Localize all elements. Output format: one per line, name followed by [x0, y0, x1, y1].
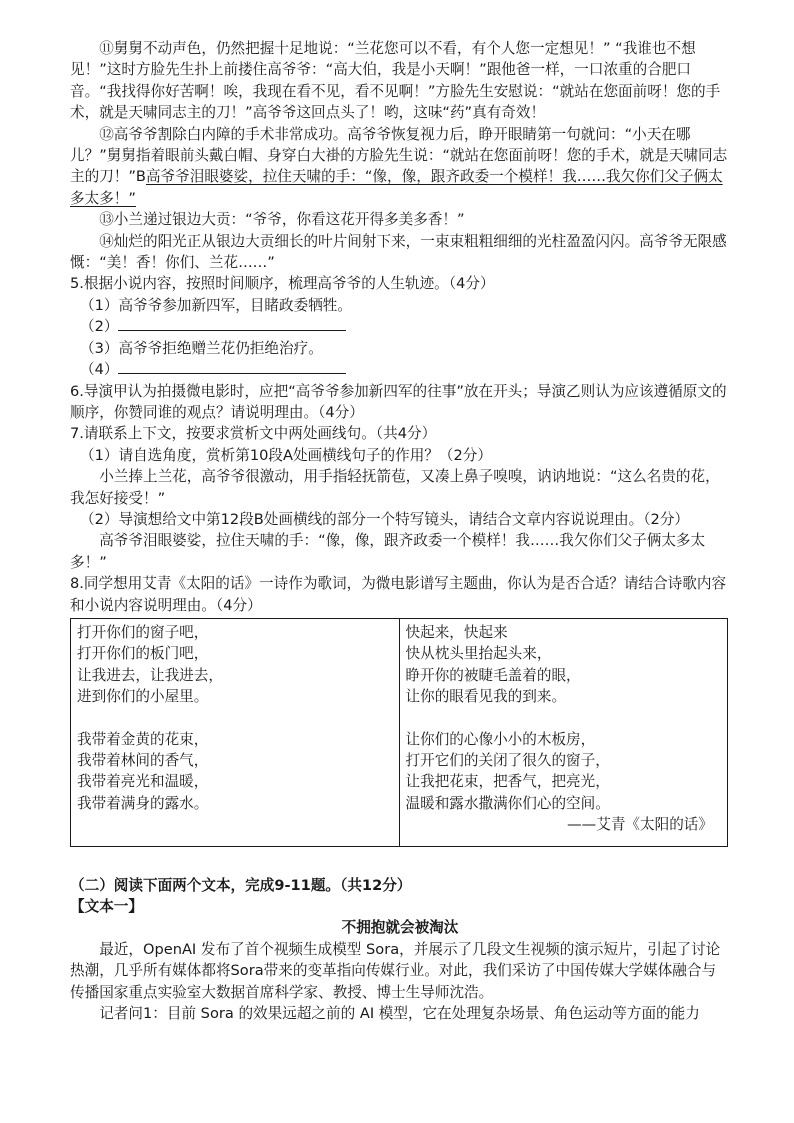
answer-blank-2[interactable] — [118, 316, 346, 331]
question-5-item-2 — [80, 316, 730, 337]
article-paragraph-1: 最近，OpenAI 发布了首个视频生成模型 Sora，并展示了几段文生视频的演示短片，引起了讨论热潮，几乎所有媒体都将Sora带来的变革指向传媒行业。对此，我们采访了中国传媒大学媒体融合与传播国家重点实验室大数据首席科学家、教授、博士生导师沈浩。 — [70, 940, 721, 1001]
poem-line: 进到你们的小屋里。 — [77, 688, 209, 706]
question-6: 6.导演甲认为拍摄微电影时，应把“高爷爷参加新四军的往事”放在开头；导演乙则认为应该遵循原文的顺序，你赞同谁的观点？请说明理由。（4分） — [70, 382, 727, 421]
poem-line: 让你们的心像小小的木板房， — [405, 730, 596, 748]
poem-line: 快从枕头里抬起头来， — [405, 645, 552, 663]
article-paragraph-2: 记者问1：目前 Sora 的效果远超之前的 AI 模型，它在处理复杂场景、角色运动等方面的能力 — [99, 1005, 700, 1023]
question-5-item-4 — [80, 359, 730, 380]
poem-line: 我带着满身的露水。 — [77, 794, 209, 812]
text-one-label: 【文本一】 — [70, 898, 143, 916]
poem-table — [70, 618, 728, 847]
question-7-part-1: （1）请自选角度，赏析第10段A处画横线句子的作用？（2分） — [80, 446, 492, 464]
page-content — [70, 38, 730, 1024]
story-paragraph-14: ⑭灿烂的阳光正从银边大贡细长的叶片间射下来，一束束粗粗细细的光柱盈盈闪闪。高爷爷无限感慨：“美！香！你们、兰花……” — [70, 232, 727, 272]
question-5-item-3: （3）高爷爷拒绝赠兰花仍拒绝治疗。 — [80, 339, 323, 357]
section-2-heading: （二）阅读下面两个文本，完成9-11题。（共12分） — [70, 876, 412, 894]
question-7-quote-a: 小兰捧上兰花，高爷爷很激动，用手指轻抚箭苞，又凑上鼻子嗅嗅，讷讷地说：“这么名贵的花，我怎好接受！” — [70, 468, 720, 507]
poem-line: 我带着亮光和温暖， — [77, 773, 209, 791]
poem-line: 让我把花束，把香气，把亮光， — [405, 773, 610, 791]
story-paragraph-11: ⑪舅舅不动声色，仍然把握十足地说：“兰花您可以不看，有个人您一定想见！” “我谁也不想见！”这时方脸先生扑上前搂住高爷爷：“高大伯，我是小天啊！”跟他爸一样，一口浓重的合肥口音。“我找得你好苦啊！唉，我现在看不见，看不见啊！”方脸先生安慰说：“就站在您面前呀！您的手术，就是天啸同志主的刀！”高爷爷这回点头了！哟，这味“药”真有奇效！ — [70, 40, 721, 122]
question-7-quote-b: 高爷爷泪眼婆娑，拉住天啸的手：“像，像，跟齐政委一个模样！我……我欠你们父子俩太多太多！” — [70, 532, 706, 571]
poem-right-column — [399, 618, 728, 846]
poem-line: 我带着林间的香气， — [77, 752, 209, 769]
poem-line: 睁开你的被睫毛盖着的眼， — [405, 666, 581, 684]
poem-line: 我带着金黄的花束， — [77, 730, 209, 748]
question-5-item-1: （1）高爷爷参加新四军，目睹政委牺牲。 — [80, 296, 352, 314]
poem-line: 温暖和露水撒满你们心的空间。 — [405, 794, 610, 812]
poem-left-column — [71, 618, 400, 846]
stanza-gap — [406, 708, 722, 729]
story-paragraph-12 — [70, 124, 730, 210]
stanza-gap — [77, 708, 393, 729]
item-4-label: （4） — [80, 361, 119, 379]
section-gap — [70, 847, 730, 875]
story-paragraph-13: ⑬小兰递过银边大贡：“爷爷，你看这花开得多美多香！” — [99, 211, 465, 229]
underlined-sentence-b: 高爷爷泪眼婆娑，拉住天啸的手：“像，像，跟齐政委一个模样！我……我欠你们父子俩太多太多！” — [70, 168, 723, 207]
poem-signature: ——艾青《太阳的话》 — [567, 816, 713, 834]
question-8: 8.同学想用艾青《太阳的话》一诗作为歌词，为微电影谱写主题曲，你认为是否合适？请结合诗歌内容和小说内容说明理由。（4分） — [70, 575, 727, 614]
poem-line: 让我进去，让我进去， — [77, 666, 223, 684]
poem-line: 打开你们的窗子吧， — [77, 623, 209, 641]
poem-line: 打开你们的板门吧， — [77, 645, 209, 663]
poem-line: 让你的眼看见我的到来。 — [405, 688, 567, 706]
question-5: 5.根据小说内容，按照时间顺序，梳理高爷爷的人生轨迹。（4分） — [70, 275, 495, 293]
question-7: 7.请联系上下文，按要求赏析文中两处画线句。（共4分） — [70, 425, 437, 443]
item-2-label: （2） — [80, 318, 119, 336]
article-title: 不拥抱就会被淘汰 — [341, 919, 459, 937]
question-7-part-2: （2）导演想给文中第12段B处画横线的部分一个特写镜头，请结合文章内容说说理由。（2分） — [80, 510, 690, 528]
poem-line: 快起来，快起来 — [405, 623, 508, 641]
answer-blank-4[interactable] — [118, 359, 346, 374]
paragraph-12-text: ⑫高爷爷割除白内障的手术非常成功。高爷爷恢复视力后，睁开眼睛第一句就问：“小天在哪儿？”舅舅指着眼前头戴白帽、身穿白大褂的方脸先生说：“就站在您面前呀！您的手术，就是天啸同志主的刀！”B — [70, 125, 728, 186]
poem-line: 打开它们的关闭了很久的窗子， — [405, 752, 610, 769]
